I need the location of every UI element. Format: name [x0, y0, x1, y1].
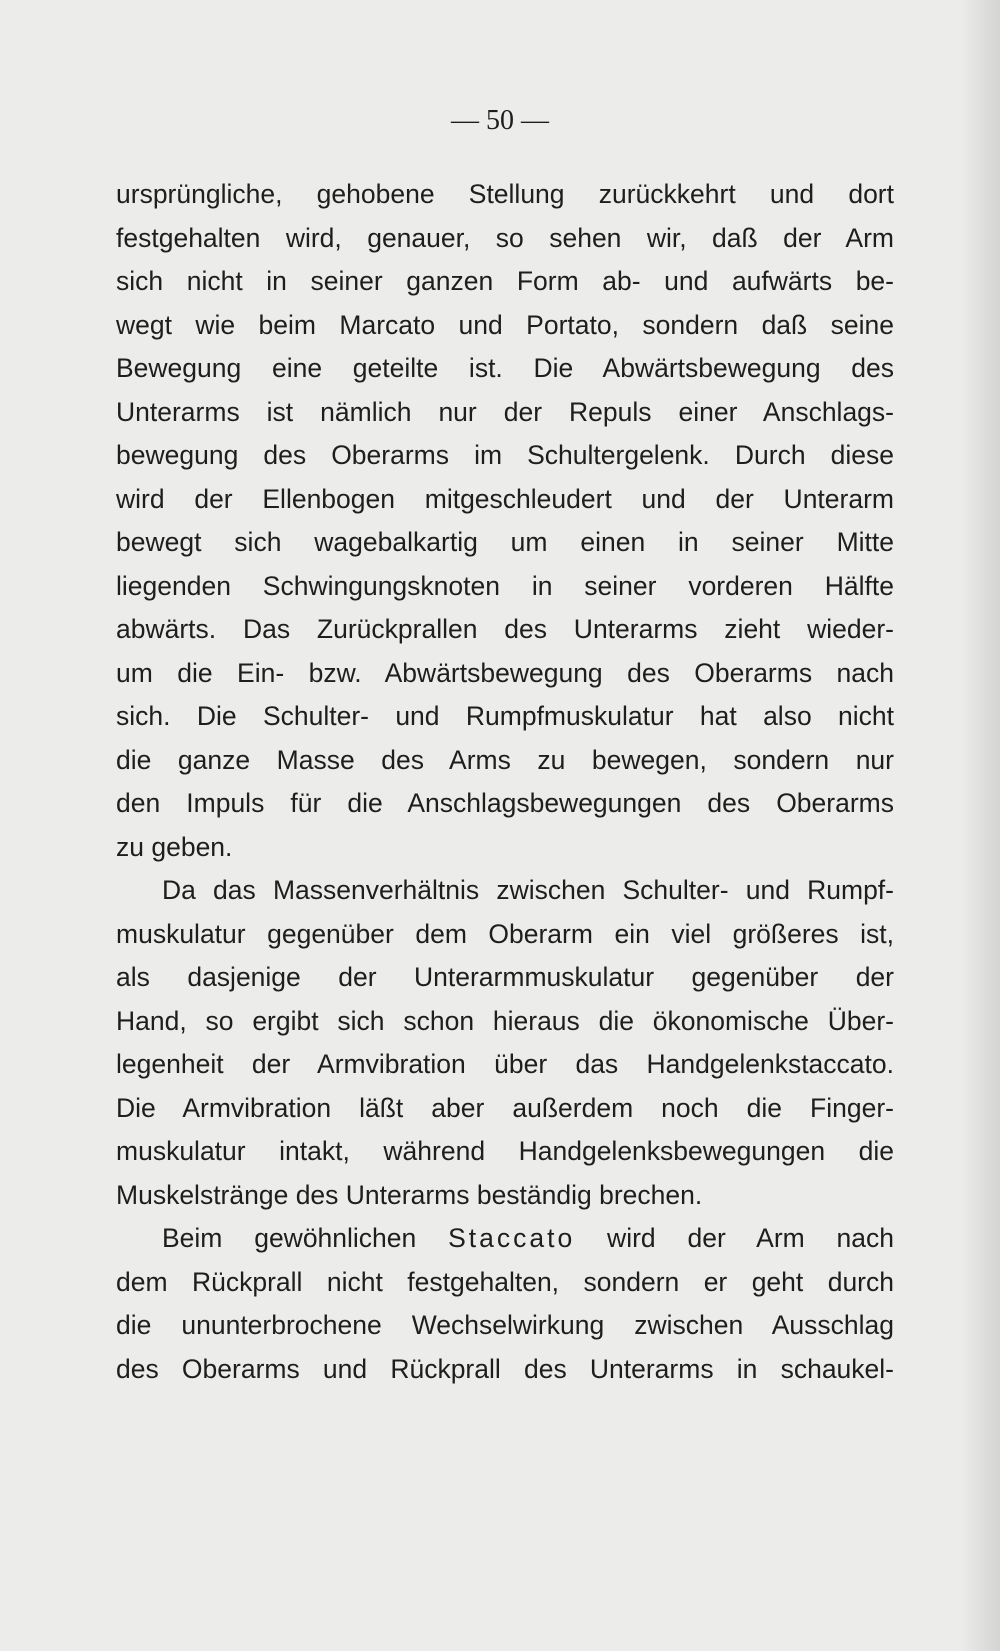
- text-line: die ganze Masse des Arms zu bewegen, sondern nur: [116, 744, 894, 775]
- text-line: legenheit der Armvibration über das Handgelenkstaccato.: [116, 1049, 894, 1079]
- text-line: Die Armvibration läßt aber außerdem noch die Finger-: [116, 1092, 894, 1123]
- text-line: Muskelstränge des Unterarms beständig brechen.: [116, 1179, 703, 1210]
- text-line: festgehalten wird, genauer, so sehen wir, daß der Arm: [116, 222, 894, 253]
- text-line: zu geben.: [116, 831, 233, 862]
- body-text: [116, 173, 894, 1391]
- text-line: den Impuls für die Anschlagsbewegungen des Oberarms: [116, 788, 894, 818]
- paragraph-1: [116, 173, 894, 869]
- text-line-first: [116, 1217, 894, 1261]
- text-line: muskulatur intakt, während Handgelenksbewegungen die: [116, 1136, 894, 1166]
- text-line: Da das Massenverhältnis zwischen Schulter- und Rumpf-: [162, 875, 894, 905]
- text-line: Bewegung eine geteilte ist. Die Abwärtsbewegung des: [116, 353, 894, 383]
- text-segment: wird der Arm nach: [575, 1223, 894, 1253]
- page-number: — 50 —: [451, 105, 549, 136]
- text-line: wegt wie beim Marcato und Portato, sondern daß seine: [116, 309, 894, 340]
- text-line: Hand, so ergibt sich schon hieraus die ökonomische Über-: [116, 1005, 894, 1036]
- text-line: muskulatur gegenüber dem Oberarm ein viel größeres ist,: [116, 918, 894, 949]
- text-line: als dasjenige der Unterarmmuskulatur gegenüber der: [116, 962, 894, 992]
- text-line: des Oberarms und Rückprall des Unterarms in schaukel-: [116, 1353, 894, 1384]
- text-line: ursprüngliche, gehobene Stellung zurückkehrt und dort: [116, 179, 894, 209]
- text-segment: Beim gewöhnlichen: [162, 1223, 449, 1253]
- text-line: liegenden Schwingungsknoten in seiner vorderen Hälfte: [116, 570, 894, 601]
- text-line: bewegung des Oberarms im Schultergelenk. Durch diese: [116, 440, 894, 470]
- text-line: bewegt sich wagebalkartig um einen in seiner Mitte: [116, 527, 894, 557]
- text-line: Unterarms ist nämlich nur der Repuls einer Anschlags-: [116, 396, 894, 427]
- paragraph-2: [116, 869, 894, 1217]
- text-line: abwärts. Das Zurückprallen des Unterarms zieht wieder-: [116, 614, 894, 644]
- text-line: die ununterbrochene Wechselwirkung zwischen Ausschlag: [116, 1310, 894, 1340]
- text-line: um die Ein- bzw. Abwärtsbewegung des Oberarms nach: [116, 657, 894, 688]
- spaced-term: Staccato: [448, 1223, 576, 1253]
- paragraph-3: [116, 1217, 894, 1391]
- text-line: sich. Die Schulter- und Rumpfmuskulatur hat also nicht: [116, 701, 894, 731]
- text-line: wird der Ellenbogen mitgeschleudert und der Unterarm: [116, 483, 894, 514]
- text-line: dem Rückprall nicht festgehalten, sondern er geht durch: [116, 1266, 894, 1297]
- text-line: sich nicht in seiner ganzen Form ab- und aufwärts be-: [116, 266, 894, 296]
